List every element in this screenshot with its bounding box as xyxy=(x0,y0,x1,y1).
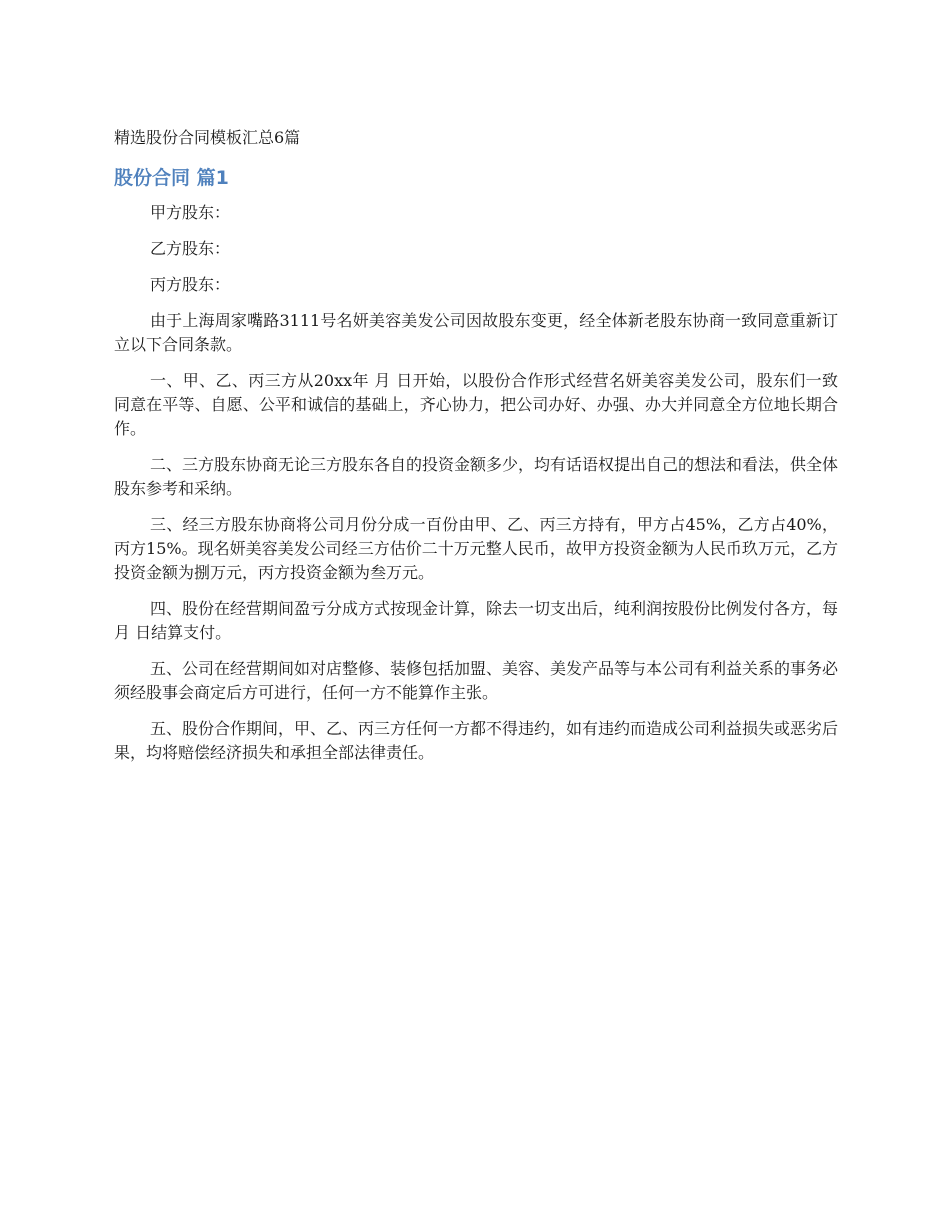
party-c-line: 丙方股东： xyxy=(150,275,231,294)
document-body xyxy=(114,201,838,777)
clause-4-paragraph: 四、股份在经营期间盈亏分成方式按现金计算，除去一切支出后，纯利润按股份比例发付各方，每月 日结算支付。 xyxy=(114,599,839,642)
clause-2-paragraph: 二、三方股东协商无论三方股东各自的投资金额多少，均有话语权提出自己的想法和看法，供全体股东参考和采纳。 xyxy=(114,455,839,498)
preamble-paragraph: 由于上海周家嘴路3111号名妍美容美发公司因故股东变更，经全体新老股东协商一致同意重新订立以下合同条款。 xyxy=(114,311,838,354)
party-b-line: 乙方股东： xyxy=(150,239,231,258)
party-a-line: 甲方股东： xyxy=(150,203,231,222)
section-heading: 股份合同 篇1 xyxy=(114,167,229,189)
document-title: 精选股份合同模板汇总6篇 xyxy=(114,128,301,147)
clause-5b-paragraph: 五、股份合作期间，甲、乙、丙三方任何一方都不得违约，如有违约而造成公司利益损失或恶劣后果，均将赔偿经济损失和承担全部法律责任。 xyxy=(114,719,839,762)
clause-3-paragraph: 三、经三方股东协商将公司月份分成一百份由甲、乙、丙三方持有，甲方占45%，乙方占40%，丙方15%。现名妍美容美发公司经三方估价二十万元整人民币，故甲方投资金额为人民币玖万元，乙方投资金额为捌万元，丙方投资金额为叁万元。 xyxy=(114,515,838,582)
clause-1-paragraph: 一、甲、乙、丙三方从20xx年 月 日开始，以股份合作形式经营名妍美容美发公司，股东们一致同意在平等、自愿、公平和诚信的基础上，齐心协力，把公司办好、办强、办大并同意全方位地长期合作。 xyxy=(114,371,838,438)
clause-5-paragraph: 五、公司在经营期间如对店整修、装修包括加盟、美容、美发产品等与本公司有利益关系的事务必须经股事会商定后方可进行，任何一方不能算作主张。 xyxy=(114,659,839,702)
